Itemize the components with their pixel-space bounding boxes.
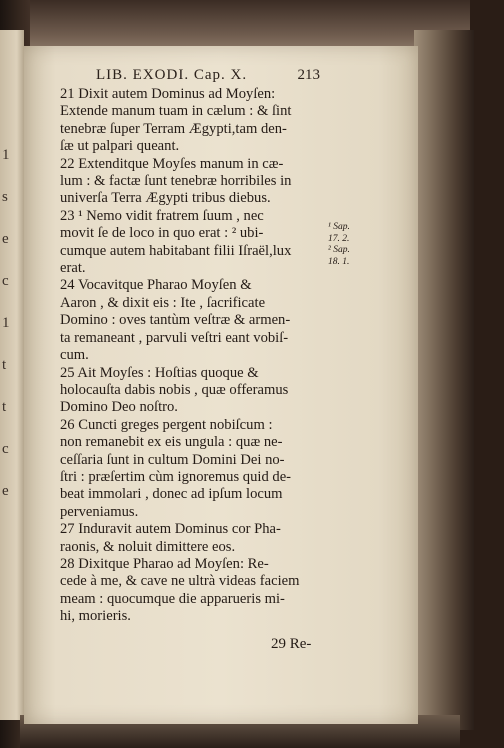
facing-page-letter: e <box>2 231 9 247</box>
margin-note-line: 18. 1. <box>328 256 350 267</box>
text-line: ceſſaria ſunt in cultum Domini Dei no- <box>60 451 285 468</box>
verse-26 <box>60 417 328 521</box>
verse-28 <box>60 556 328 626</box>
facing-page-letter: s <box>2 189 8 205</box>
text-line: tenebræ ſuper Terram Ægypti,tam den- <box>60 120 287 137</box>
facing-page-letter: e <box>2 483 9 499</box>
text-line: 22 Extenditque Moyſes manum in cæ- <box>60 155 284 172</box>
verse-22 <box>60 156 328 208</box>
margin-note-line: 17. 2. <box>328 233 350 244</box>
text-line: Aaron , & dixit eis : Ite , ſacrificate <box>60 294 266 311</box>
facing-page-letter: 1 <box>2 315 10 331</box>
facing-page-letter: c <box>2 441 9 457</box>
facing-page-letters <box>2 148 20 526</box>
margin-note-line: ¹ Sap. <box>328 222 350 232</box>
facing-page-letter: 1 <box>2 147 10 163</box>
text-line: ſæ ut palpari queant. <box>60 138 180 155</box>
text-line: Domino : oves tantùm veſtræ & armen- <box>60 312 291 329</box>
marginal-references <box>328 222 358 268</box>
text-line: cum. <box>60 347 89 364</box>
verse-25 <box>60 365 328 417</box>
catchword: 29 Re- <box>271 636 312 652</box>
text-line: ſtri : præſertim cùm ignoremus quid de- <box>60 468 292 485</box>
text-line: 26 Cuncti greges pergent nobiſcum : <box>60 416 273 433</box>
text-line: 28 Dixitque Pharao ad Moyſen: Re- <box>60 555 269 572</box>
text-line: holocauſta dabis nobis , quæ offeramus <box>60 381 289 398</box>
margin-note-line: ² Sap. <box>328 245 350 255</box>
text-line: univerſa Terra Ægypti tribus diebus. <box>60 190 271 207</box>
text-line: meam : quocumque die apparueris mi- <box>60 590 285 607</box>
text-line: perveniamus. <box>60 503 139 520</box>
text-line: lum : & factæ ſunt tenebræ horribiles in <box>60 173 292 190</box>
facing-page-edge <box>0 30 24 720</box>
text-line: Domino Deo noſtro. <box>60 399 178 416</box>
text-line: non remanebit ex eis ungula : quæ ne- <box>60 434 283 451</box>
text-line: Extende manum tuam in cælum : & ſint <box>60 103 292 120</box>
text-line: 25 Ait Moyſes : Hoſtias quoque & <box>60 364 259 381</box>
text-line: 21 Dixit autem Dominus ad Moyſen: <box>60 86 276 102</box>
text-line: cumque autem habitabant filii Iſraël,lux <box>60 242 292 259</box>
text-line: erat. <box>60 260 86 277</box>
verse-27 <box>60 521 328 556</box>
text-line: hi, morieris. <box>60 608 131 625</box>
verse-23 <box>60 208 328 278</box>
facing-page-letter: t <box>2 357 7 373</box>
verse-21 <box>60 86 328 156</box>
text-line: cede à me, & cave ne ultrà videas faciem <box>60 573 300 590</box>
book-top-edge <box>30 0 470 50</box>
text-line: 27 Induravit autem Dominus cor Pha- <box>60 521 281 538</box>
text-line: 24 Vocavitque Pharao Moyſen & <box>60 277 252 294</box>
text-line: movit ſe de loco in quo erat : ² ubi- <box>60 225 264 242</box>
text-line: raonis, & noluit dimittere eos. <box>60 538 236 555</box>
body-text <box>60 86 328 626</box>
running-header <box>96 67 320 87</box>
running-head: LIB. EXODI. Cap. X. <box>96 67 248 83</box>
facing-page-letter: t <box>2 399 7 415</box>
text-line: beat immolari , donec ad ipſum locum <box>60 486 283 503</box>
verse-24 <box>60 277 328 364</box>
text-line: ta remaneant , parvuli veſtri eant vobiſ- <box>60 329 289 346</box>
book-fore-edge <box>414 30 474 730</box>
facing-page-letter: c <box>2 273 9 289</box>
text-line: 23 ¹ Nemo vidit fratrem ſuum , nec <box>60 207 264 224</box>
page-number: 213 <box>297 67 320 83</box>
